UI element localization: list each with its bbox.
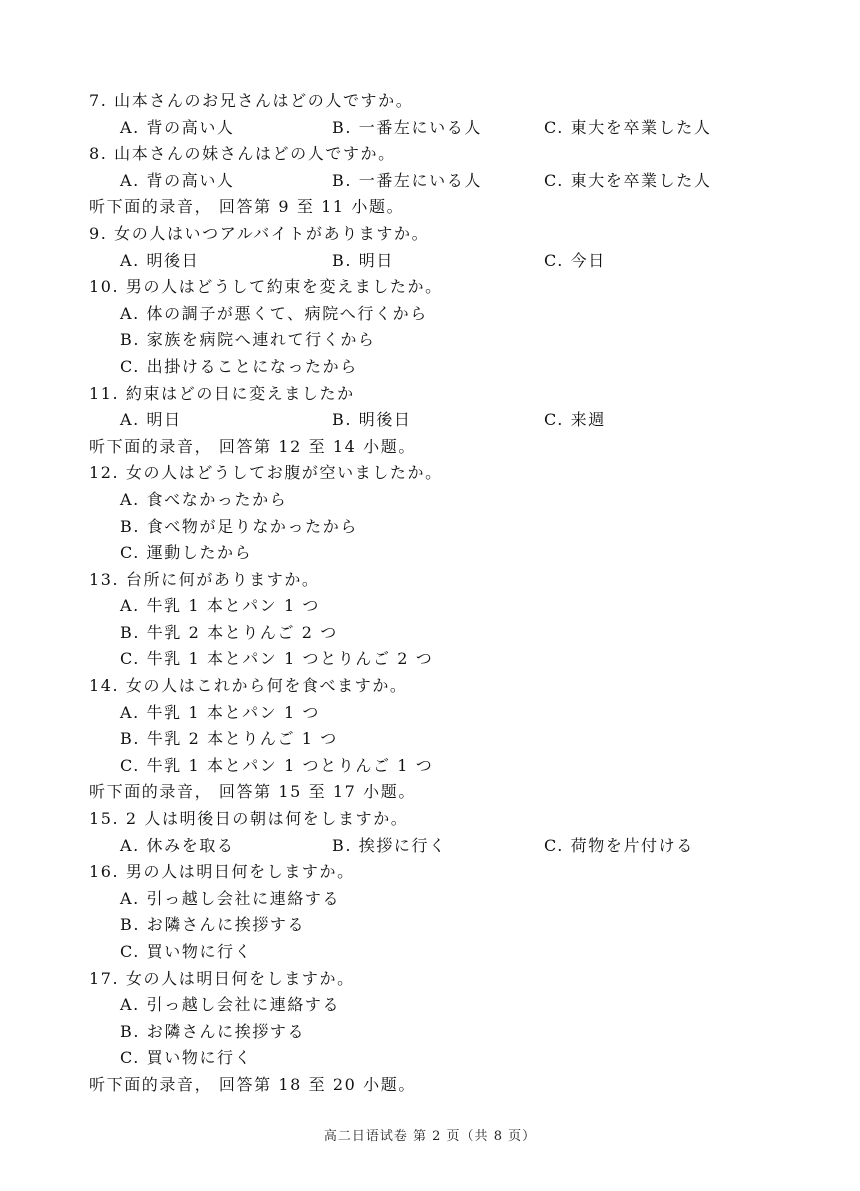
option-a: A. 背の高い人	[120, 117, 235, 137]
option-a: A. 引っ越し会社に連絡する	[120, 888, 341, 908]
option-b: B. 明後日	[332, 410, 412, 430]
option-a: A. 牛乳 1 本とパン 1 つ	[120, 702, 321, 722]
option-b: B. お隣さんに挨拶する	[120, 915, 306, 935]
question-15: 15. 2 人は明後日の朝は何をしますか。	[89, 809, 409, 829]
question-15-options	[89, 833, 789, 860]
option-a: A. 牛乳 1 本とパン 1 つ	[120, 596, 321, 616]
option-c: C. 牛乳 1 本とパン 1 つとりんご 1 つ	[120, 755, 434, 775]
page-footer: 高二日语试卷 第 2 页（共 8 页）	[323, 1129, 537, 1144]
option-b: B. 牛乳 2 本とりんご 2 つ	[120, 622, 338, 642]
option-c: C. 東大を卒業した人	[544, 170, 712, 190]
option-b: B. 牛乳 2 本とりんご 1 つ	[120, 729, 338, 749]
option-b: B. 食べ物が足りなかったから	[120, 516, 358, 536]
section-instruction: 听下面的录音， 回答第 12 至 14 小题。	[89, 436, 416, 456]
question-16: 16. 男の人は明日何をしますか。	[89, 862, 355, 882]
option-c: C. 東大を卒業した人	[544, 117, 712, 137]
question-10: 10. 男の人はどうして約束を変えましたか。	[89, 277, 443, 297]
exam-page-content	[89, 88, 789, 1099]
question-7-options	[89, 115, 789, 142]
question-11-options	[89, 407, 789, 434]
question-13: 13. 台所に何がありますか。	[89, 569, 320, 589]
option-a: A. 休みを取る	[120, 835, 235, 855]
option-b: B. 挨拶に行く	[332, 835, 447, 855]
option-a: A. 引っ越し会社に連絡する	[120, 995, 341, 1015]
option-c: C. 荷物を片付ける	[544, 835, 694, 855]
question-11: 11. 約束はどの日に変えましたか	[89, 383, 355, 403]
question-8-options	[89, 168, 789, 195]
option-c: C. 来週	[544, 410, 606, 430]
option-b: B. 家族を病院へ連れて行くから	[120, 330, 376, 350]
option-b: B. 一番左にいる人	[332, 170, 482, 190]
option-c: C. 今日	[544, 250, 606, 270]
section-instruction: 听下面的录音， 回答第 18 至 20 小题。	[89, 1074, 416, 1094]
option-a: A. 食べなかったから	[120, 489, 288, 509]
question-17: 17. 女の人は明日何をしますか。	[89, 968, 355, 988]
option-a: A. 明後日	[120, 250, 200, 270]
option-c: C. 牛乳 1 本とパン 1 つとりんご 2 つ	[120, 649, 434, 669]
question-7: 7. 山本さんのお兄さんはどの人ですか。	[89, 91, 414, 110]
option-c: C. 運動したから	[120, 543, 253, 563]
option-a: A. 背の高い人	[120, 170, 235, 190]
question-8: 8. 山本さんの妹さんはどの人ですか。	[89, 144, 396, 164]
option-c: C. 出掛けることになったから	[120, 356, 358, 376]
question-9-options	[89, 248, 789, 275]
question-9: 9. 女の人はいつアルバイトがありますか。	[89, 223, 430, 243]
option-b: B. 明日	[332, 250, 394, 270]
question-12: 12. 女の人はどうしてお腹が空いましたか。	[89, 463, 443, 483]
option-c: C. 買い物に行く	[120, 1048, 253, 1068]
option-b: B. お隣さんに挨拶する	[120, 1021, 306, 1041]
question-14: 14. 女の人はこれから何を食べますか。	[89, 676, 408, 696]
option-a: A. 明日	[120, 410, 182, 430]
option-a: A. 体の調子が悪くて、病院へ行くから	[120, 303, 428, 323]
section-instruction: 听下面的录音， 回答第 9 至 11 小题。	[89, 197, 405, 217]
option-c: C. 買い物に行く	[120, 942, 253, 961]
option-b: B. 一番左にいる人	[332, 117, 482, 137]
section-instruction: 听下面的录音， 回答第 15 至 17 小题。	[89, 782, 416, 802]
